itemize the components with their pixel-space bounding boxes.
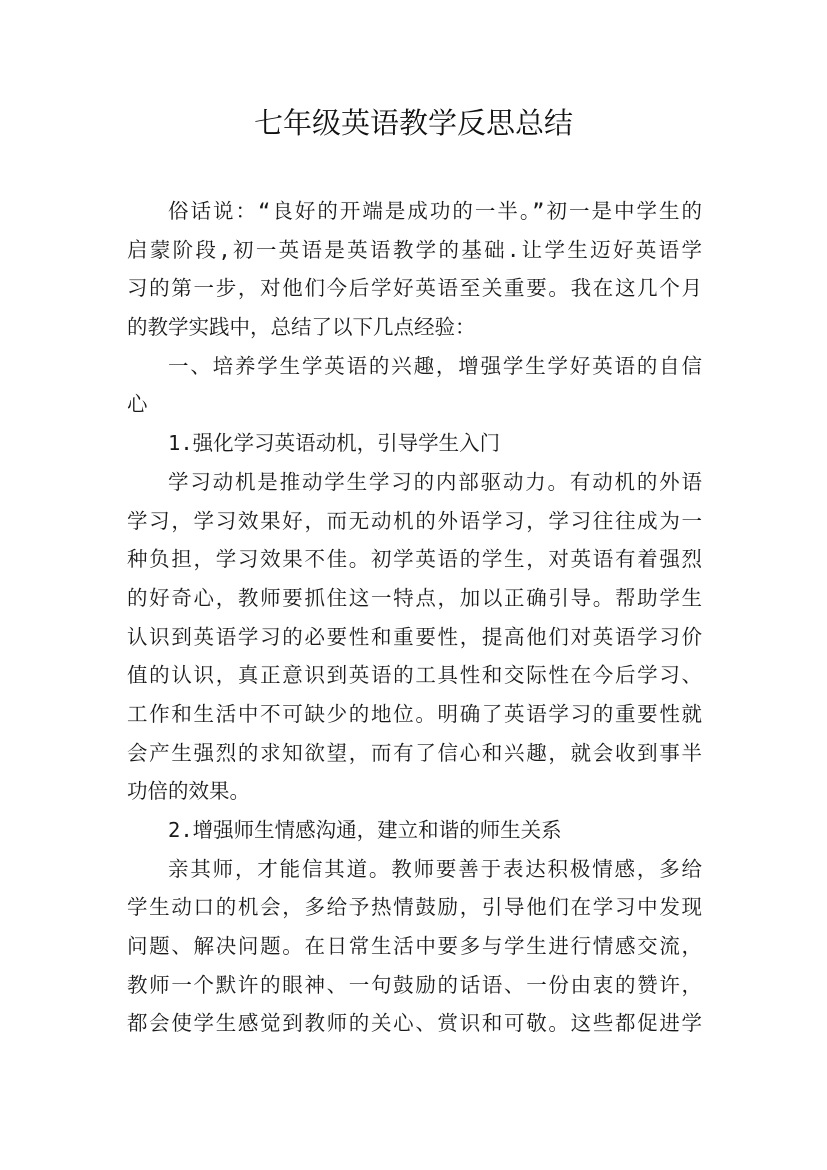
- paragraph-line: 认识到英语学习的必要性和重要性，提高他们对英语学习价: [127, 624, 702, 649]
- paragraph-line: 的好奇心，教师要抓住这一特点，加以正确引导。帮助学生: [127, 585, 702, 610]
- paragraph-line: 会产生强烈的求知欲望，而有了信心和兴趣，就会收到事半: [127, 740, 702, 765]
- paragraph-line: 功倍的效果。: [127, 779, 250, 804]
- paragraph-line: 问题、解决问题。在日常生活中要多与学生进行情感交流，: [127, 934, 702, 959]
- section-heading-line: 一、培养学生学英语的兴趣，增强学生学好英语的自信: [168, 353, 702, 378]
- paragraph-line: 值的认识，真正意识到英语的工具性和交际性在今后学习、: [127, 663, 702, 688]
- document-body: [127, 192, 702, 1043]
- paragraph-line: 都会使学生感觉到教师的关心、赏识和可敬。这些都促进学: [127, 1011, 702, 1036]
- paragraph-line: 工作和生活中不可缺少的地位。明确了英语学习的重要性就: [127, 701, 702, 726]
- paragraph-line: 的教学实践中，总结了以下几点经验：: [127, 315, 476, 340]
- paragraph-line: 学习，学习效果好，而无动机的外语学习，学习往往成为一: [127, 508, 702, 533]
- paragraph-line: 习的第一步，对他们今后学好英语至关重要。我在这几个月: [127, 276, 702, 301]
- document-title: 七年级英语教学反思总结: [253, 106, 573, 140]
- paragraph-line: 教师一个默许的眼神、一句鼓励的话语、一份由衷的赞许，: [127, 972, 702, 997]
- paragraph-line: 亲其师，才能信其道。教师要善于表达积极情感，多给: [168, 856, 702, 881]
- paragraph-line: 种负担，学习效果不佳。初学英语的学生，对英语有着强烈: [127, 547, 702, 572]
- subheading: 1.强化学习英语动机，引导学生入门: [168, 431, 501, 456]
- subheading: 2.增强师生情感沟通，建立和谐的师生关系: [168, 818, 562, 842]
- section-heading-line: 心: [127, 392, 148, 417]
- paragraph-line: 学生动口的机会，多给予热情鼓励，引导他们在学习中发现: [127, 895, 702, 920]
- paragraph-line: 俗话说：“良好的开端是成功的一半。”初一是中学生的: [168, 199, 702, 223]
- paragraph-line: 启蒙阶段,初一英语是英语教学的基础.让学生迈好英语学: [127, 237, 702, 262]
- paragraph-line: 学习动机是推动学生学习的内部驱动力。有动机的外语: [168, 469, 702, 494]
